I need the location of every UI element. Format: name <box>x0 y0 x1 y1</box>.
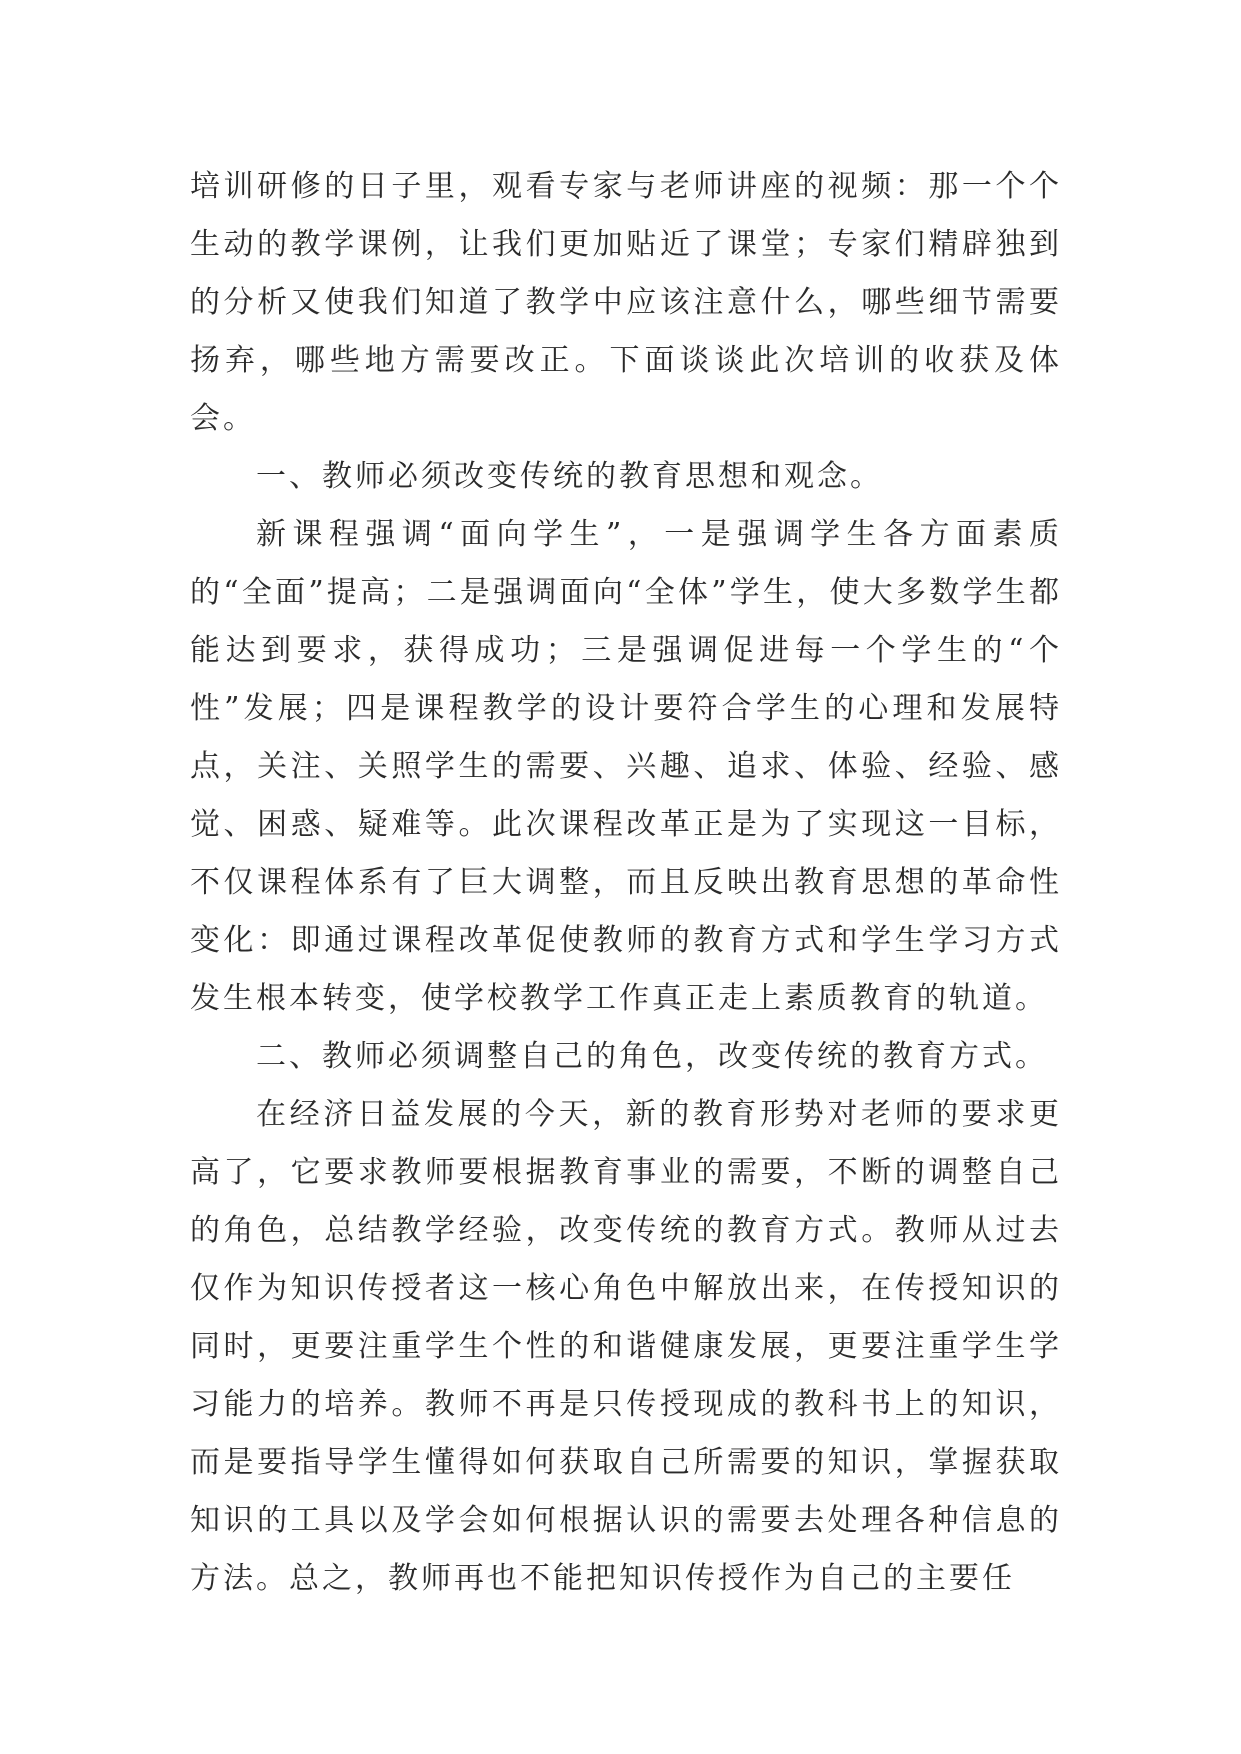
paragraph-section-1: 新课程强调“面向学生”，一是强调学生各方面素质的“全面”提高；二是强调面向“全体”学生，使大多数学生都能达到要求，获得成功；三是强调促进每一个学生的“个性”发展；四是课程教学的设计要符合学生的心理和发展特点，关注、关照学生的需要、兴趣、追求、体验、经验、感觉、困惑、疑难等。此次课程改革正是为了实现这一目标，不仅课程体系有了巨大调整，而且反映出教育思想的革命性变化：即通过课程改革促使教师的教育方式和学生学习方式发生根本转变，使学校教学工作真正走上素质教育的轨道。 <box>190 517 1062 1016</box>
paragraph-section-2: 在经济日益发展的今天，新的教育形势对老师的要求更高了，它要求教师要根据教育事业的需要，不断的调整自己的角色，总结教学经验，改变传统的教育方式。教师从过去仅作为知识传授者这一核心角色中解放出来，在传授知识的同时，更要注重学生个性的和谐健康发展，更要注重学生学习能力的培养。教师不再是只传授现成的教科书上的知识，而是要指导学生懂得如何获取自己所需要的知识，掌握获取知识的工具以及学会如何根据认识的需要去处理各种信息的方法。总之，教师再也不能把知识传授作为自己的主要任 <box>190 1097 1062 1596</box>
document-body <box>190 158 1062 1608</box>
paragraph-intro: 培训研修的日子里，观看专家与老师讲座的视频：那一个个生动的教学课例，让我们更加贴近了课堂；专家们精辟独到的分析又使我们知道了教学中应该注意什么，哪些细节需要扬弃，哪些地方需要改正。下面谈谈此次培训的收获及体会。 <box>190 169 1062 436</box>
section-heading-2: 二、教师必须调整自己的角色，改变传统的教育方式。 <box>256 1039 1048 1074</box>
section-heading-1: 一、教师必须改变传统的教育思想和观念。 <box>256 459 883 494</box>
